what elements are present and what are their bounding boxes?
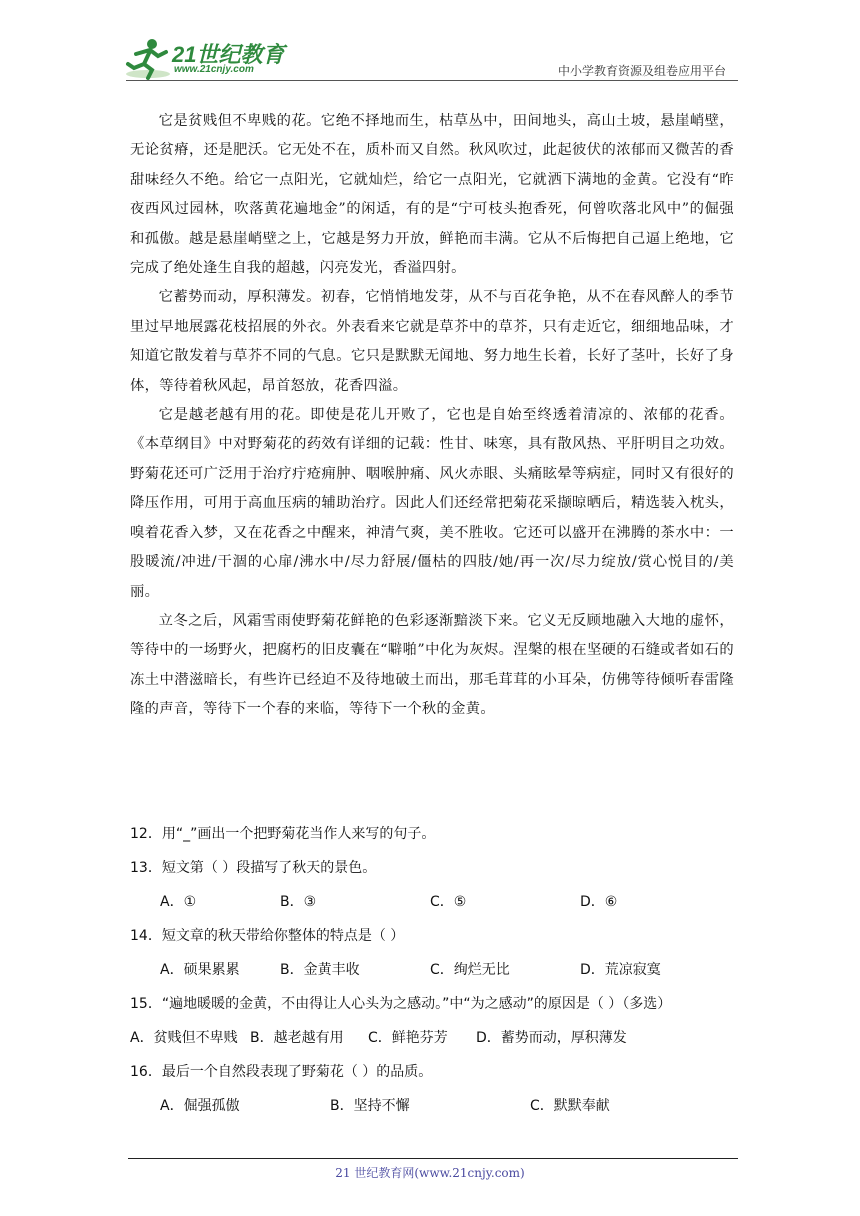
article-body <box>130 107 734 725</box>
logo-brand-text: 21世纪教育 <box>172 42 285 67</box>
option-14-b[interactable]: B．金黄丰收 <box>280 962 360 978</box>
header-divider <box>126 80 738 81</box>
footer-divider <box>128 1158 738 1159</box>
page-header <box>0 0 860 90</box>
option-13-b[interactable]: B．③ <box>280 894 317 910</box>
paragraph-1: 它是贫贱但不卑贱的花。它绝不择地而生，枯草丛中，田间地头，高山土坡，悬崖峭壁，无论贫瘠，还是肥沃。它无处不在，质朴而又自然。秋风吹过，此起彼伏的浓郁而又微苦的香甜味经久不绝。给它一点阳光，它就灿烂，给它一点阳光，它就洒下满地的金黄。它没有“昨夜西风过园林，吹落黄花遍地金”的闲适，有的是“宁可枝头抱香死，何曾吹落北风中”的倔强和孤傲。越是悬崖峭壁之上，它越是努力开放，鲜艳而丰满。它从不后悔把自己逼上绝地，它完成了绝处逢生自我的超越，闪亮发光，香溢四射。 <box>130 113 734 277</box>
option-16-b[interactable]: B．坚持不懈 <box>330 1098 410 1114</box>
option-14-c[interactable]: C．绚烂无比 <box>430 962 510 978</box>
option-13-d[interactable]: D．⑥ <box>580 894 618 910</box>
paragraph-3: 它是越老越有用的花。即使是花儿开败了，它也是自始至终透着清凉的、浓郁的花香。《本草纲目》中对野菊花的药效有详细的记载：性甘、味寒，具有散风热、平肝明目之功效。野菊花还可广泛用于治疗疔疮痈肿、咽喉肿痛、风火赤眼、头痛眩晕等病症，同时又有很好的降压作用，可用于高血压病的辅助治疗。因此人们还经常把菊花采撷晾晒后，精选装入枕头，嗅着花香入梦，又在花香之中醒来，神清气爽，美不胜收。它还可以盛开在沸腾的茶水中：一股暖流/冲进/干涸的心扉/沸水中/尽力舒展/僵枯的四肢/她/再一次/尽力绽放/赏心悦目的/美丽。 <box>130 407 734 600</box>
question-14-options <box>130 953 740 987</box>
site-logo[interactable] <box>122 36 292 82</box>
option-14-a[interactable]: A．硕果累累 <box>160 962 240 978</box>
platform-title: 中小学教育资源及组卷应用平台 <box>557 64 726 78</box>
paragraph-2: 它蓄势而动，厚积薄发。初春，它悄悄地发芽，从不与百花争艳，从不在春风醉人的季节里过早地展露花枝招展的外衣。外表看来它就是草芥中的草芥，只有走近它，细细地品味，才知道它散发着与草芥不同的气息。它只是默默无闻地、努力地生长着，长好了茎叶，长好了身体，等待着秋风起，昂首怒放，花香四溢。 <box>130 289 734 394</box>
paragraph-4: 立冬之后，风霜雪雨使野菊花鲜艳的色彩逐渐黯淡下来。它义无反顾地融入大地的虚怀，等待中的一场野火，把腐朽的旧皮囊在“噼啪”中化为灰烬。涅槃的根在坚硬的石缝或者如石的冻土中潜滋暗长，有些许已经迫不及待地破土而出，那毛茸茸的小耳朵，仿佛等待倾听春雷隆隆的声音，等待下一个春的来临，等待下一个秋的金黄。 <box>130 612 734 718</box>
question-section <box>130 817 740 1123</box>
question-13: 13．短文第（ ）段描写了秋天的景色。 <box>130 860 377 876</box>
question-16: 16．最后一个自然段表现了野菊花（ ）的品质。 <box>130 1064 433 1080</box>
question-15-options <box>130 1021 740 1055</box>
question-12: 12．用“_”画出一个把野菊花当作人来写的句子。 <box>130 826 436 842</box>
option-15-c[interactable]: C．鲜艳芬芳 <box>368 1030 448 1046</box>
option-15-d[interactable]: D．蓄势而动，厚积薄发 <box>476 1030 627 1046</box>
question-16-options <box>130 1089 740 1123</box>
option-13-c[interactable]: C．⑤ <box>430 894 467 910</box>
option-13-a[interactable]: A．① <box>160 894 197 910</box>
question-14: 14．短文章的秋天带给你整体的特点是（ ） <box>130 928 405 944</box>
option-15-a[interactable]: A．贫贱但不卑贱 <box>130 1030 238 1046</box>
logo-url-text: www.21cnjy.com <box>174 64 254 75</box>
option-16-a[interactable]: A．倔强孤傲 <box>160 1098 240 1114</box>
question-13-options <box>130 885 740 919</box>
option-15-b[interactable]: B．越老越有用 <box>250 1030 344 1046</box>
option-14-d[interactable]: D．荒凉寂寞 <box>580 962 661 978</box>
question-15: 15．“遍地暖暖的金黄，不由得让人心头为之感动。”中“为之感动”的原因是（ ）（多选） <box>130 996 672 1012</box>
option-16-c[interactable]: C．默默奉献 <box>530 1098 610 1114</box>
footer-text[interactable]: 21 世纪教育网(www.21cnjy.com) <box>335 1166 525 1180</box>
runner-logo-icon <box>122 36 172 82</box>
